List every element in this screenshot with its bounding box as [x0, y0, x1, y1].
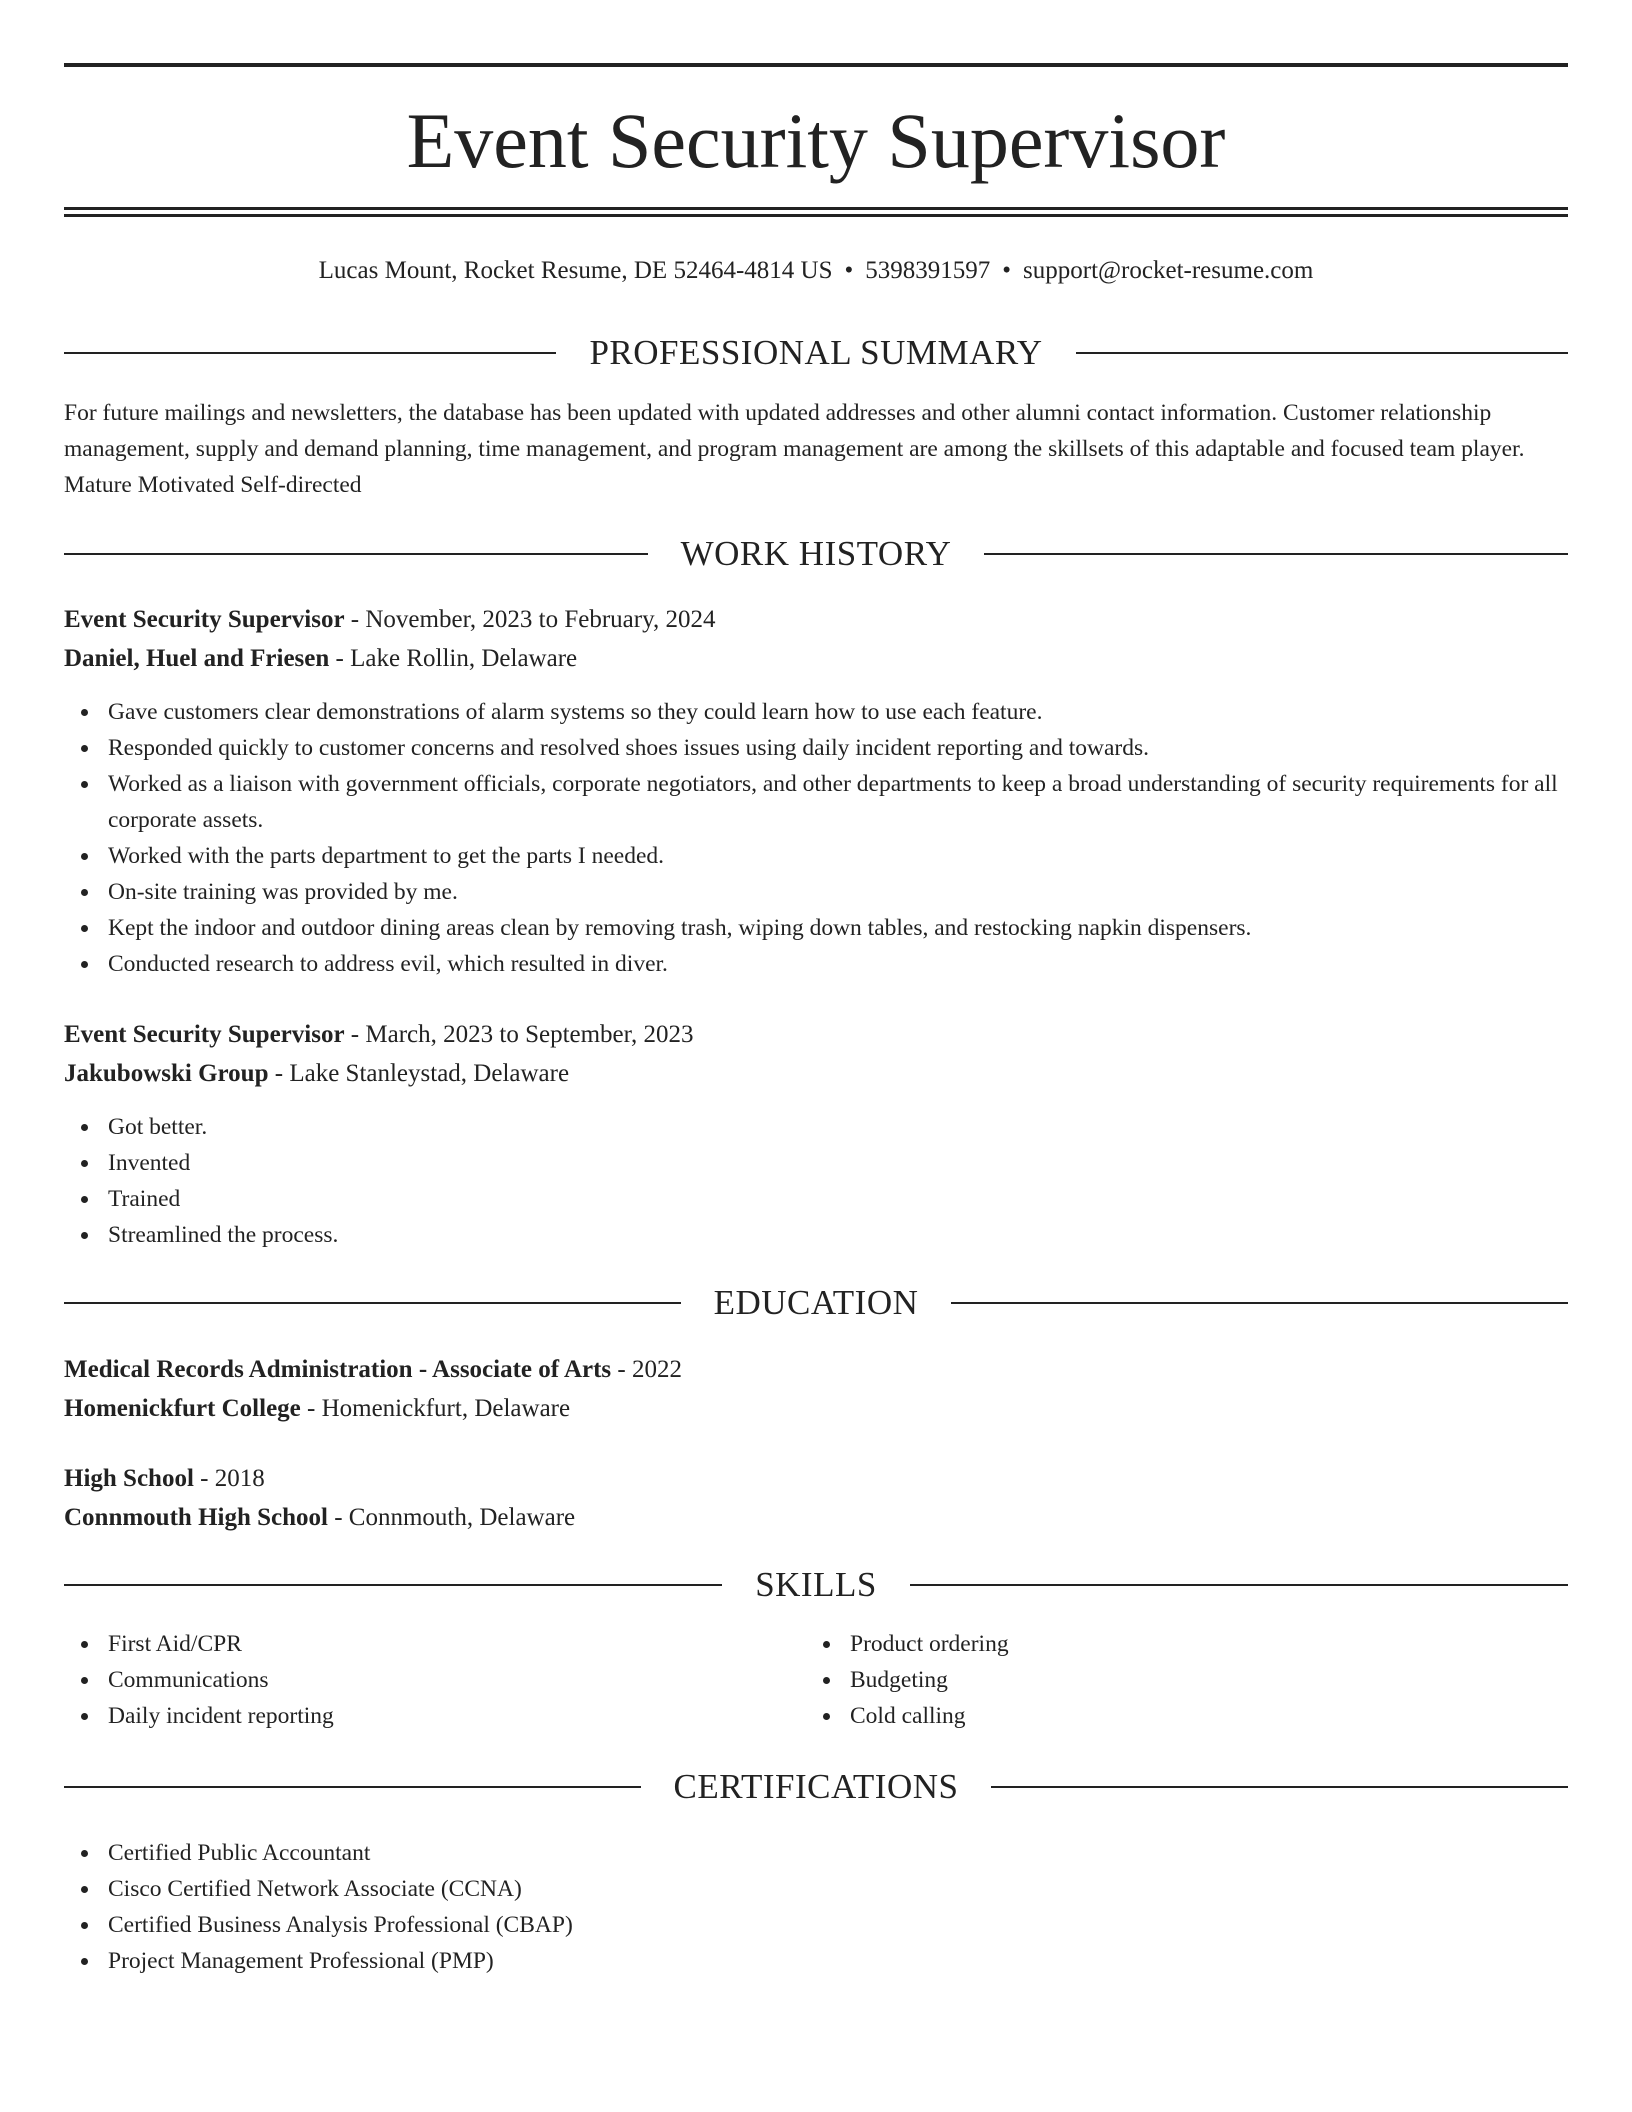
job-entry — [64, 1015, 1568, 1253]
skills-block — [64, 1626, 1568, 1734]
certifications-block — [64, 1835, 1568, 1979]
list-item: Conducted research to address evil, which resulted in diver. — [64, 946, 1568, 982]
section-title: SKILLS — [755, 1565, 877, 1604]
header-double-rule — [64, 207, 1568, 217]
section-title: EDUCATION — [713, 1283, 919, 1322]
heading-rule — [910, 1584, 1568, 1586]
heading-rule — [1076, 352, 1568, 354]
education-degree-line — [64, 1350, 1568, 1389]
section-heading-certifications — [64, 1767, 1568, 1807]
job-dates: - March, 2023 to September, 2023 — [344, 1021, 694, 1048]
list-item: On-site training was provided by me. — [64, 874, 1568, 910]
skills-list-left — [64, 1626, 806, 1734]
job-title-line — [64, 1015, 1568, 1054]
heading-rule — [64, 352, 556, 354]
list-item: Product ordering — [806, 1626, 1548, 1662]
contact-separator: • — [1002, 257, 1012, 284]
education-school-line — [64, 1389, 1568, 1428]
section-heading-summary — [64, 333, 1568, 373]
list-item: Project Management Professional (PMP) — [64, 1943, 1568, 1979]
certifications-list — [64, 1835, 1568, 1979]
job-location: - Lake Rollin, Delaware — [329, 645, 578, 672]
list-item: Budgeting — [806, 1662, 1548, 1698]
education-school: Connmouth High School — [64, 1504, 328, 1531]
list-item: Trained — [64, 1181, 1568, 1217]
section-heading-education — [64, 1283, 1568, 1323]
heading-rule — [64, 1302, 681, 1304]
page-title: Event Security Supervisor — [406, 97, 1226, 184]
contact-phone: 5398391597 — [865, 257, 991, 284]
list-item: First Aid/CPR — [64, 1626, 806, 1662]
education-location: - Homenickfurt, Delaware — [300, 1395, 571, 1422]
education-degree: High School — [64, 1465, 194, 1492]
education-degree: Medical Records Administration - Associate of Arts — [64, 1356, 612, 1383]
list-item: Invented — [64, 1145, 1568, 1181]
job-bullets — [64, 1109, 1568, 1253]
job-company: Jakubowski Group — [64, 1060, 269, 1087]
list-item: Certified Business Analysis Professional (CBAP) — [64, 1907, 1568, 1943]
job-company: Daniel, Huel and Friesen — [64, 645, 330, 672]
section-title: WORK HISTORY — [680, 534, 952, 573]
contact-separator: • — [844, 257, 854, 284]
job-entry — [64, 600, 1568, 982]
job-title: Event Security Supervisor — [64, 1021, 345, 1048]
list-item: Streamlined the process. — [64, 1217, 1568, 1253]
section-heading-work — [64, 534, 1568, 574]
skills-list-right — [806, 1626, 1548, 1734]
education-school: Homenickfurt College — [64, 1395, 301, 1422]
heading-rule — [64, 553, 648, 555]
header-top-rule — [64, 63, 1568, 67]
job-dates: - November, 2023 to February, 2024 — [344, 606, 716, 633]
education-location: - Connmouth, Delaware — [327, 1504, 576, 1531]
education-entry — [64, 1459, 1568, 1537]
heading-rule — [64, 1584, 722, 1586]
job-title: Event Security Supervisor — [64, 606, 345, 633]
heading-rule — [991, 1786, 1568, 1788]
heading-rule — [984, 553, 1568, 555]
list-item: Cold calling — [806, 1698, 1548, 1734]
list-item: Communications — [64, 1662, 806, 1698]
list-item: Worked as a liaison with government officials, corporate negotiators, and other departments to keep a broad understanding of security requirements for all corporate assets. — [64, 766, 1568, 838]
contact-email: support@rocket-resume.com — [1023, 257, 1314, 284]
job-location: - Lake Stanleystad, Delaware — [268, 1060, 570, 1087]
list-item: Daily incident reporting — [64, 1698, 806, 1734]
heading-rule — [951, 1302, 1568, 1304]
summary-text: For future mailings and newsletters, the database has been updated with updated addresses and other alumni contact information. Customer relationship management, supply and demand planning, time management, and program management are among the skillsets of this adaptable and focused team player. Mature Motivated Self-directed — [64, 400, 1525, 498]
job-title-line — [64, 600, 1568, 639]
job-company-line — [64, 1054, 1568, 1093]
list-item: Got better. — [64, 1109, 1568, 1145]
list-item: Worked with the parts department to get the parts I needed. — [64, 838, 1568, 874]
list-item: Certified Public Accountant — [64, 1835, 1568, 1871]
job-bullets — [64, 694, 1568, 982]
list-item: Cisco Certified Network Associate (CCNA) — [64, 1871, 1568, 1907]
contact-address: Lucas Mount, Rocket Resume, DE 52464-4814 US — [318, 257, 833, 284]
education-year: - 2022 — [611, 1356, 682, 1383]
list-item: Responded quickly to customer concerns and resolved shoes issues using daily incident reporting and towards. — [64, 730, 1568, 766]
job-company-line — [64, 639, 1568, 678]
summary-block — [64, 395, 1568, 503]
education-entry — [64, 1350, 1568, 1428]
contact-line — [64, 256, 1568, 286]
education-degree-line — [64, 1459, 1568, 1498]
section-title: PROFESSIONAL SUMMARY — [589, 333, 1043, 372]
education-school-line — [64, 1498, 1568, 1537]
list-item: Kept the indoor and outdoor dining areas clean by removing trash, wiping down tables, and restocking napkin dispensers. — [64, 910, 1568, 946]
list-item: Gave customers clear demonstrations of alarm systems so they could learn how to use each feature. — [64, 694, 1568, 730]
heading-rule — [64, 1786, 641, 1788]
education-year: - 2018 — [193, 1465, 265, 1492]
section-title: CERTIFICATIONS — [673, 1767, 959, 1806]
skills-columns — [64, 1626, 1568, 1734]
section-heading-skills — [64, 1565, 1568, 1605]
